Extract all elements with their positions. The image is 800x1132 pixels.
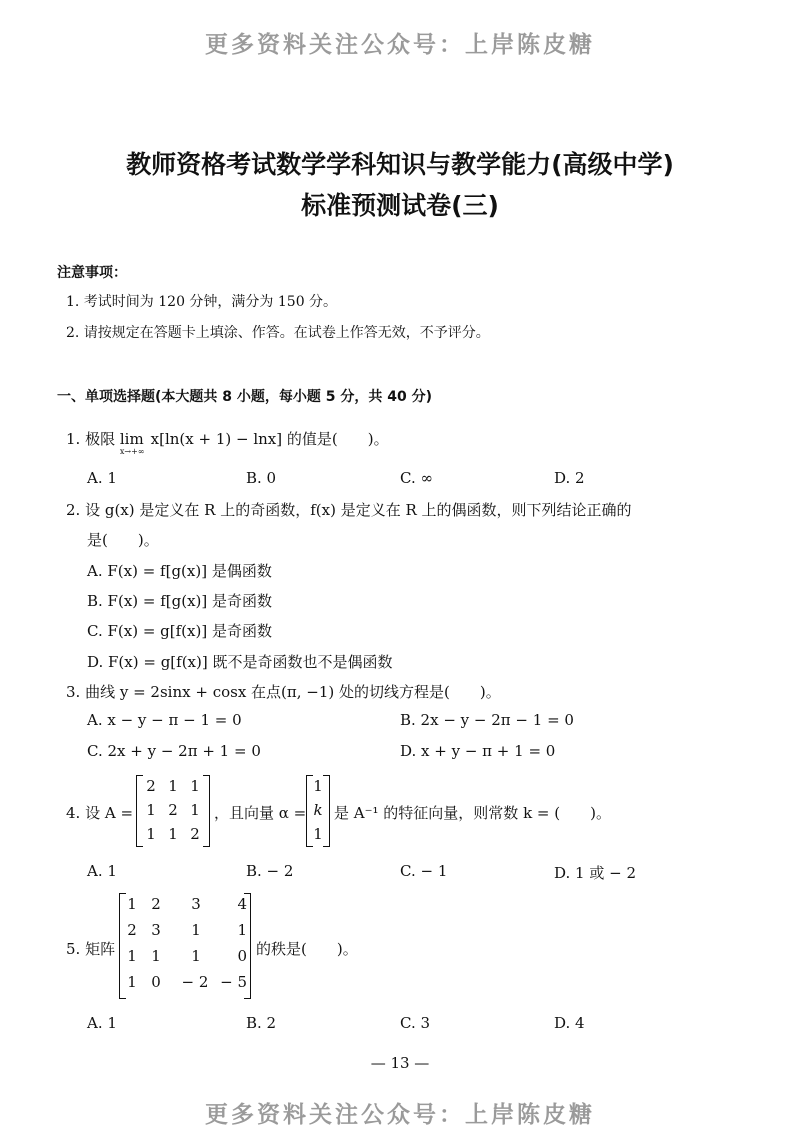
matrix-q5-cell: 4 xyxy=(237,895,247,913)
q5-prefix: 5. 矩阵 xyxy=(66,940,116,958)
q2-option-c: C. F(x) = g[f(x)] 是奇函数 xyxy=(87,622,272,640)
matrix-q5-cell: 1 xyxy=(191,947,201,965)
q3-option-d: D. x + y − π + 1 = 0 xyxy=(400,742,556,760)
q1-expression: x[ln(x + 1) − lnx] 的值是( )。 xyxy=(150,430,389,448)
q4-middle: ，且向量 α = xyxy=(214,804,307,822)
matrix-q5-cell: 1 xyxy=(191,921,201,939)
matrix-q5-cell: − 5 xyxy=(220,973,247,991)
matrix-q5-cell: − 2 xyxy=(181,973,209,991)
matrix-q5-cell: 2 xyxy=(151,895,161,913)
q4-option-c: C. − 1 xyxy=(400,862,448,880)
q4-option-a: A. 1 xyxy=(87,862,117,880)
matrix-q5-cell: 1 xyxy=(237,921,247,939)
matrix-q5-cell: 1 xyxy=(127,895,137,913)
section-heading: 一、单项选择题(本大题共 8 小题，每小题 5 分，共 40 分) xyxy=(57,389,433,405)
watermark-bottom: 更多资料关注公众号：上岸陈皮糖 xyxy=(205,1102,595,1128)
matrix-a-cell: 1 xyxy=(146,825,156,843)
q5-option-b: B. 2 xyxy=(246,1014,277,1032)
matrix-a-cell: 1 xyxy=(146,801,156,819)
matrix-a-cell: 1 xyxy=(168,777,178,795)
vector-cell: 1 xyxy=(313,777,323,795)
question-1 xyxy=(66,428,389,456)
q2-option-a: A. F(x) = f[g(x)] 是偶函数 xyxy=(87,562,272,580)
q5-option-a: A. 1 xyxy=(87,1014,117,1032)
q3-option-a: A. x − y − π − 1 = 0 xyxy=(87,711,242,729)
q3-option-c: C. 2x + y − 2π + 1 = 0 xyxy=(87,742,261,760)
q2-stem-line2: 是( )。 xyxy=(87,531,159,549)
notice-item-1: 1. 考试时间为 120 分钟，满分为 150 分。 xyxy=(66,294,338,310)
vector-cell: 1 xyxy=(313,825,323,843)
matrix-a-cell: 1 xyxy=(190,801,200,819)
matrix-q5-cell: 3 xyxy=(151,921,161,939)
matrix-q5-cell: 1 xyxy=(127,973,137,991)
limit-operator xyxy=(119,430,146,456)
matrix-a-cell: 1 xyxy=(168,825,178,843)
matrix-q5-cell: 3 xyxy=(191,895,201,913)
q3-option-b: B. 2x − y − 2π − 1 = 0 xyxy=(400,711,574,729)
matrix-a-cell: 1 xyxy=(190,777,200,795)
matrix-q5-cell: 0 xyxy=(237,947,247,965)
watermark-top: 更多资料关注公众号：上岸陈皮糖 xyxy=(205,32,595,58)
q4-option-d: D. 1 或 − 2 xyxy=(554,864,636,882)
matrix-a-cell: 2 xyxy=(168,801,178,819)
q1-option-a: A. 1 xyxy=(87,469,117,487)
matrix-a-cell: 2 xyxy=(190,825,200,843)
q1-prefix: 1. 极限 xyxy=(66,430,116,448)
q3-stem: 3. 曲线 y = 2sinx + cosx 在点(π, −1) 处的切线方程是( )。 xyxy=(66,683,501,701)
q4-suffix: 是 A⁻¹ 的特征向量，则常数 k = ( )。 xyxy=(334,804,611,822)
vector-alpha xyxy=(306,775,330,847)
matrix-a-cell: 2 xyxy=(146,777,156,795)
page-title: 教师资格考试数学学科知识与教学能力(高级中学) xyxy=(126,150,674,179)
q1-option-d: D. 2 xyxy=(554,469,585,487)
limit-subscript: x→+∞ xyxy=(119,447,145,456)
vector-cell: k xyxy=(313,801,323,819)
notice-heading: 注意事项： xyxy=(57,265,127,281)
matrix-q5-cell: 2 xyxy=(127,921,137,939)
matrix-q5 xyxy=(119,893,251,999)
q2-stem-line1: 2. 设 g(x) 是定义在 R 上的奇函数，f(x) 是定义在 R 上的偶函数，则下列结论正确的 xyxy=(66,501,632,519)
limit-label: lim xyxy=(119,430,144,448)
notice-item-2: 2. 请按规定在答题卡上填涂、作答。在试卷上作答无效，不予评分。 xyxy=(66,325,490,341)
matrix-a xyxy=(136,775,210,847)
q2-option-d: D. F(x) = g[f(x)] 既不是奇函数也不是偶函数 xyxy=(87,653,393,671)
page-subtitle: 标准预测试卷(三) xyxy=(301,191,499,220)
matrix-q5-cell: 0 xyxy=(151,973,161,991)
q5-suffix: 的秩是( )。 xyxy=(256,940,358,958)
page-number: — 13 — xyxy=(370,1054,430,1072)
matrix-q5-cell: 1 xyxy=(151,947,161,965)
matrix-q5-cell: 1 xyxy=(127,947,137,965)
q4-option-b: B. − 2 xyxy=(246,862,294,880)
q1-option-b: B. 0 xyxy=(246,469,277,487)
q5-option-c: C. 3 xyxy=(400,1014,431,1032)
q1-option-c: C. ∞ xyxy=(400,469,433,487)
q4-prefix: 4. 设 A = xyxy=(66,804,134,822)
q2-option-b: B. F(x) = f[g(x)] 是奇函数 xyxy=(87,592,273,610)
q5-option-d: D. 4 xyxy=(554,1014,585,1032)
